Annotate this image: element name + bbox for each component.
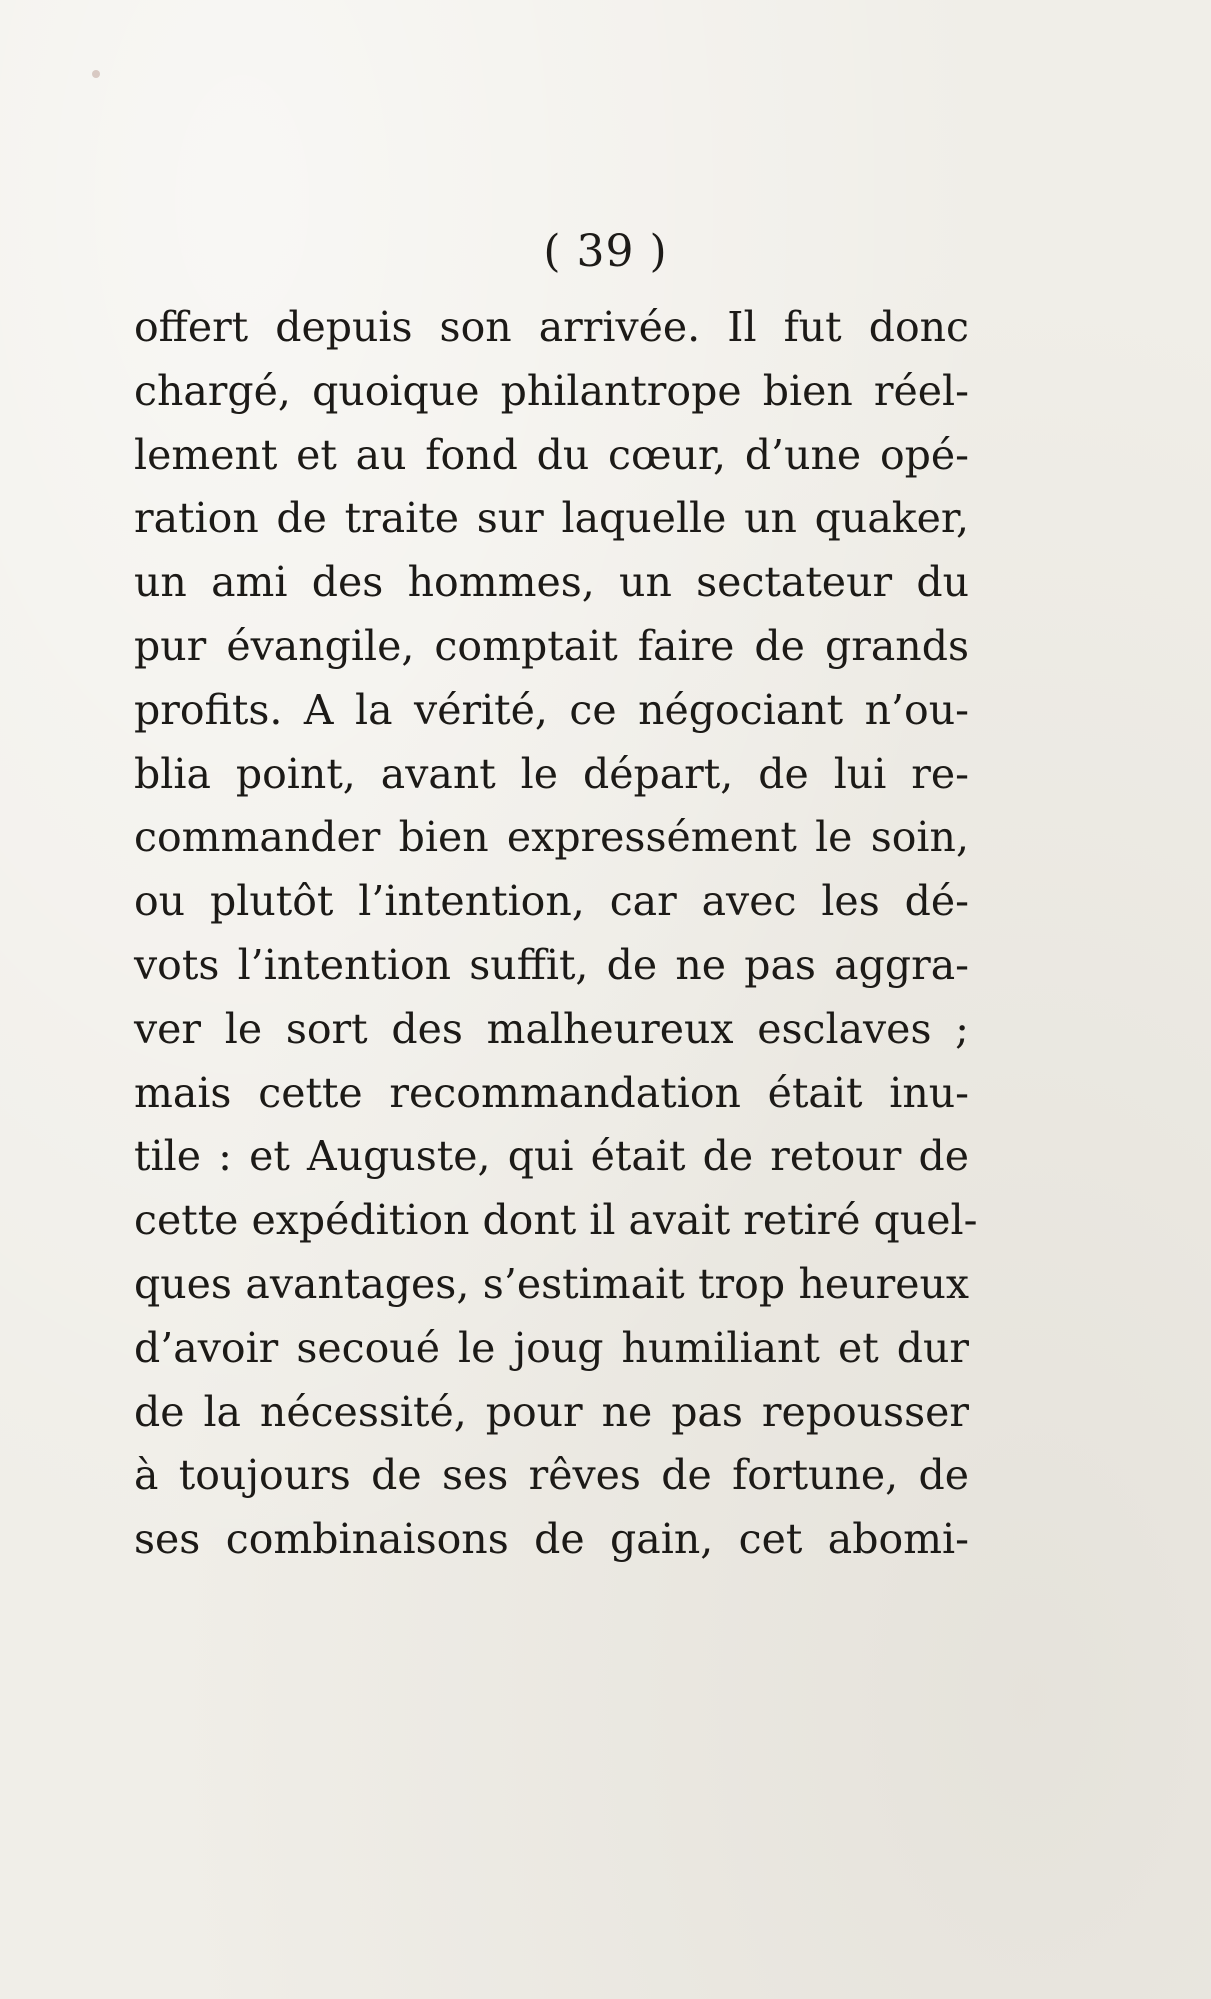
text-line: ver le sort des malheureux esclaves ; [134, 1004, 969, 1053]
text-line: vots l’intention suffit, de ne pas aggra- [134, 940, 969, 989]
text-line: ration de traite sur laquelle un quaker, [134, 494, 969, 543]
page-number: ( 39 ) [543, 226, 668, 277]
text-line: cette expédition dont il avait retiré quel- [134, 1196, 978, 1245]
paper-speck [92, 70, 100, 78]
body-text [134, 296, 978, 1572]
text-line: un ami des hommes, un sectateur du [134, 558, 969, 607]
text-line: lement et au fond du cœur, d’une opé- [134, 430, 969, 479]
text-line: d’avoir secoué le joug humiliant et dur [134, 1323, 969, 1372]
text-line: chargé, quoique philantrope bien réel- [134, 366, 969, 415]
text-line: tile : et Auguste, qui était de retour de [134, 1132, 969, 1181]
text-line: ses combinaisons de gain, cet abomi- [134, 1515, 969, 1564]
text-line: de la nécessité, pour ne pas repousser [134, 1387, 969, 1436]
text-line: à toujours de ses rêves de fortune, de [134, 1451, 969, 1500]
text-line: pur évangile, comptait faire de grands [134, 621, 969, 670]
text-line: ou plutôt l’intention, car avec les dé- [134, 877, 969, 926]
text-line: mais cette recommandation était inu- [134, 1068, 969, 1117]
text-line: ques avantages, s’estimait trop heureux [134, 1259, 969, 1308]
text-line: commander bien expressément le soin, [134, 813, 969, 862]
text-line: blia point, avant le départ, de lui re- [134, 749, 969, 798]
text-line: offert depuis son arrivée. Il fut donc [134, 303, 969, 351]
text-line: profits. A la vérité, ce négociant n’ou- [134, 685, 969, 734]
